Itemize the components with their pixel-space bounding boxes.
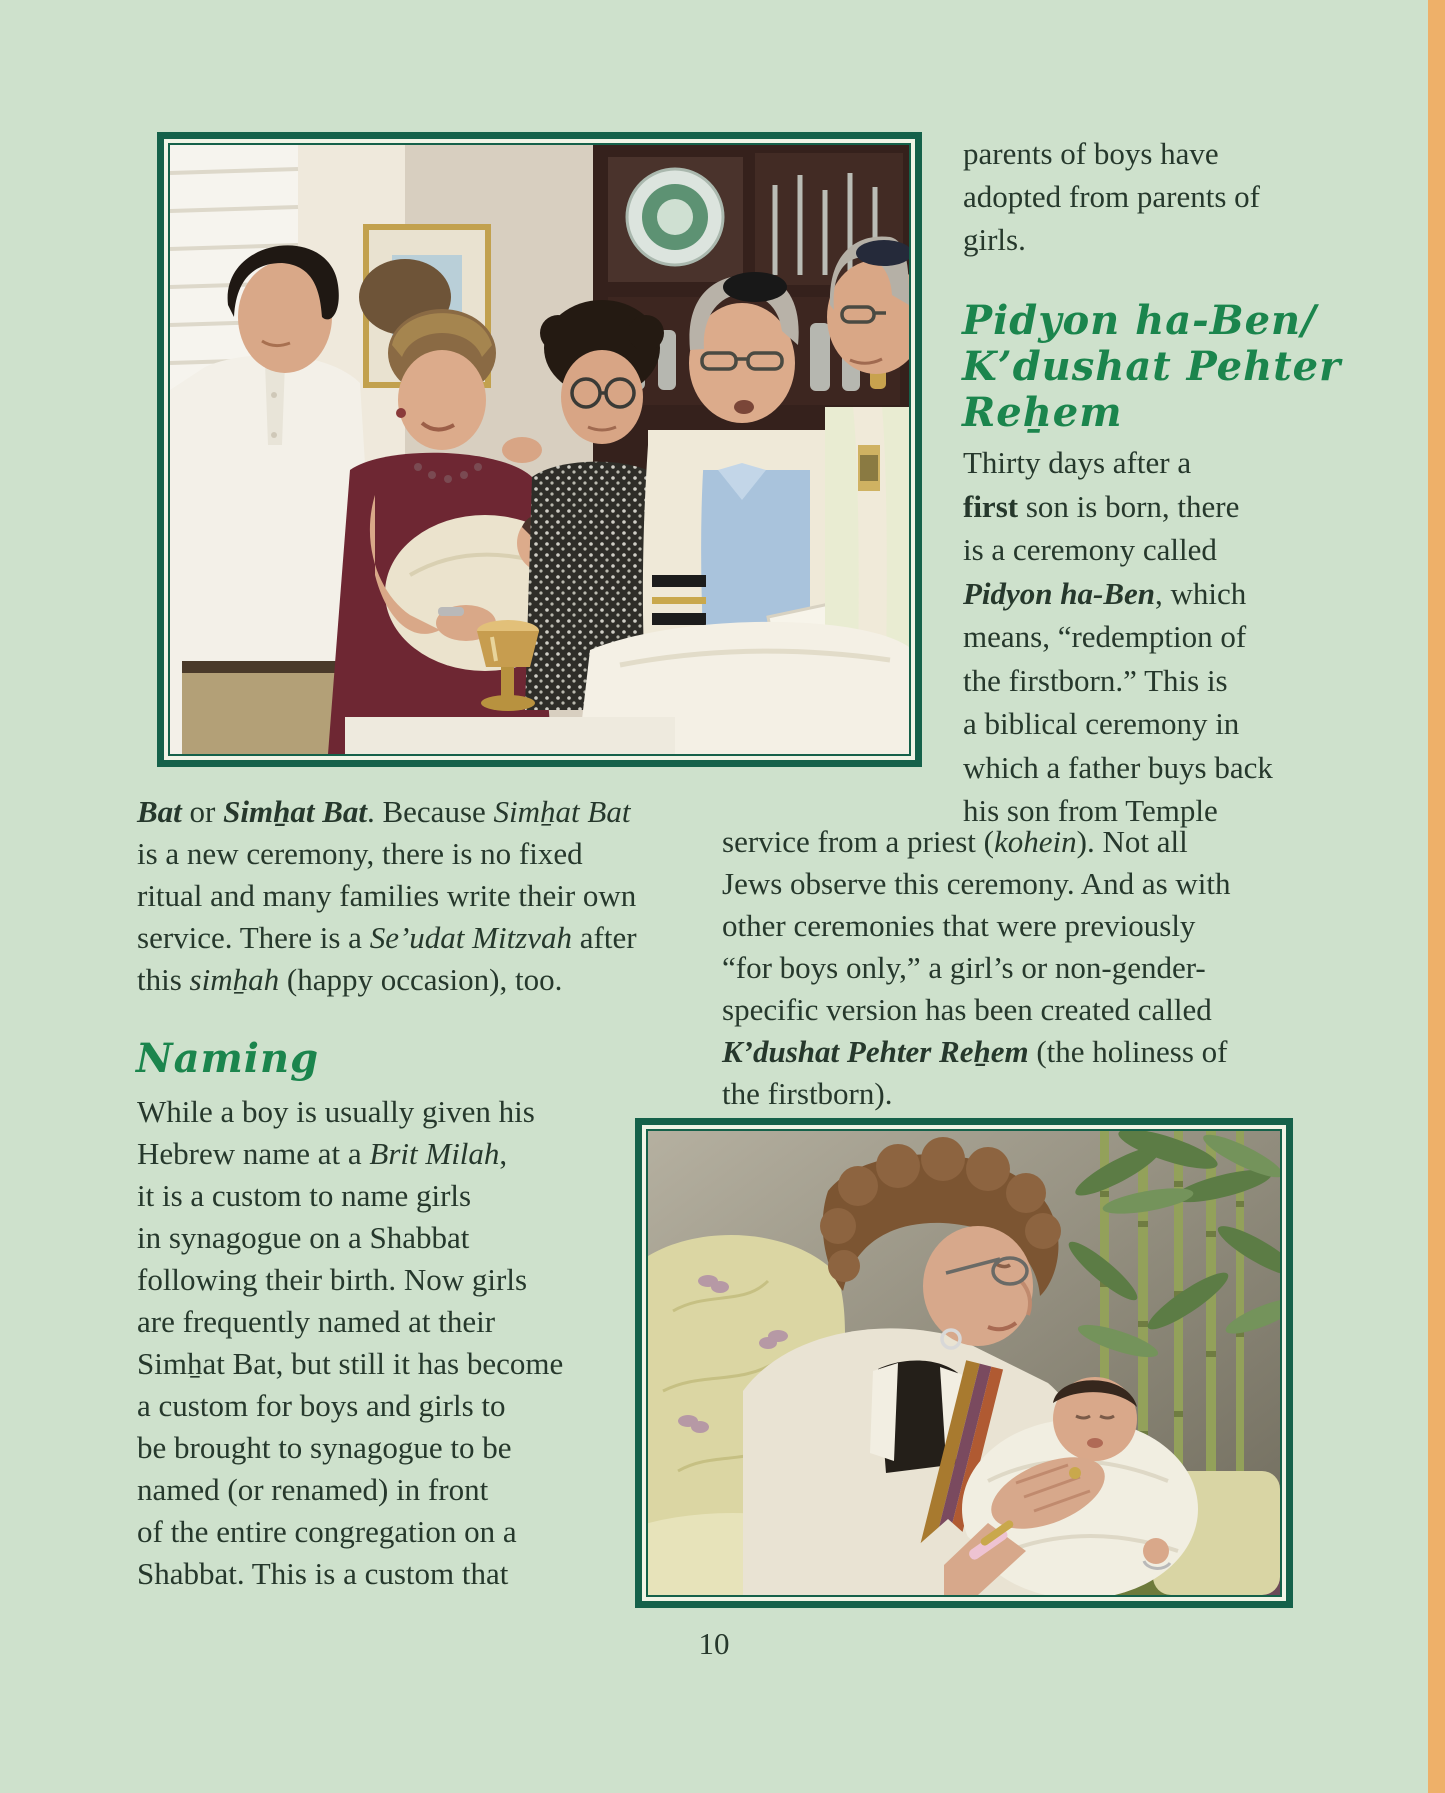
text-line: parents of boys have	[963, 136, 1219, 171]
text-line: ritual and many families write their own	[137, 878, 637, 913]
text-line: the firstborn.” This is	[963, 662, 1228, 698]
gold-ring	[1069, 1467, 1081, 1479]
pidyon-ha-ben-heading	[962, 298, 1341, 436]
pidyon-paragraph-narrow	[963, 441, 1273, 833]
text-line: Bat or Simẖat Bat. Because Simẖat Bat	[137, 794, 631, 829]
text-line: Hebrew name at a Brit Milah,	[137, 1136, 508, 1171]
text-line: Jews observe this ceremony. And as with	[722, 866, 1231, 901]
grandmother-photo	[635, 1118, 1293, 1608]
text-line: other ceremonies that were previously	[722, 908, 1196, 943]
text-line: first son is born, there	[963, 488, 1240, 524]
text-line: service. There is a Se’udat Mitzvah after	[137, 920, 637, 955]
text-line: Shabbat. This is a custom that	[137, 1556, 509, 1591]
text-line: a biblical ceremony in	[963, 706, 1240, 741]
grandmother-face	[923, 1226, 1033, 1346]
text-line: “for boys only,” a girl’s or non-gender-	[722, 950, 1206, 985]
text-line: following their birth. Now girls	[137, 1262, 528, 1297]
text-line: means, “redemption of	[963, 619, 1247, 654]
text-line: Pidyon ha-Ben, which	[963, 575, 1247, 611]
text-line: Simẖat Bat, but still it has become	[137, 1346, 564, 1381]
pidyon-paragraph-wide	[722, 821, 1231, 1115]
text-line: it is a custom to name girls	[137, 1178, 472, 1213]
ceremony-photo-mat	[168, 143, 911, 756]
text-line: named (or renamed) in front	[137, 1472, 489, 1507]
text-line: are frequently named at their	[137, 1304, 496, 1339]
grandmother-photo-mat	[646, 1129, 1282, 1597]
text-line: a custom for boys and girls to	[137, 1388, 506, 1423]
text-line: is a ceremony called	[963, 532, 1217, 567]
heading-line: K’dushat Pehter	[962, 343, 1342, 390]
ceremony-photo-illustration	[170, 145, 909, 754]
grandmother-photo-illustration	[648, 1131, 1280, 1595]
text-line: the firstborn).	[722, 1076, 893, 1111]
naming-heading: Naming	[136, 1035, 320, 1082]
heading-line: Pidyon ha-Ben/	[962, 297, 1317, 344]
text-line: which a father buys back	[963, 749, 1273, 785]
naming-paragraph	[137, 1091, 563, 1595]
text-line: of the entire congregation on a	[137, 1514, 517, 1549]
page-edge-stripe	[1428, 0, 1445, 1793]
text-line: service from a priest (kohein). Not all	[722, 824, 1188, 859]
heading-line: Reẖem	[962, 389, 1123, 436]
text-line: in synagogue on a Shabbat	[137, 1220, 470, 1255]
text-line: K’dushat Pehter Reẖem (the holiness of	[722, 1034, 1228, 1069]
text-line: be brought to synagogue to be	[137, 1430, 512, 1465]
text-line: Thirty days after a	[963, 445, 1192, 480]
text-line: specific version has been created called	[722, 992, 1212, 1027]
text-line: is a new ceremony, there is no fixed	[137, 836, 583, 871]
text-line: adopted from parents of	[963, 179, 1260, 214]
ceremony-photo	[157, 132, 922, 767]
text-line: this simẖah (happy occasion), too.	[137, 962, 563, 997]
intro-paragraph	[963, 132, 1260, 261]
simhat-bat-paragraph	[137, 791, 637, 1001]
text-line: his son from Temple	[963, 793, 1218, 828]
page-number: 10	[698, 1626, 730, 1661]
text-line: While a boy is usually given his	[137, 1094, 535, 1129]
text-line: girls.	[963, 222, 1026, 257]
